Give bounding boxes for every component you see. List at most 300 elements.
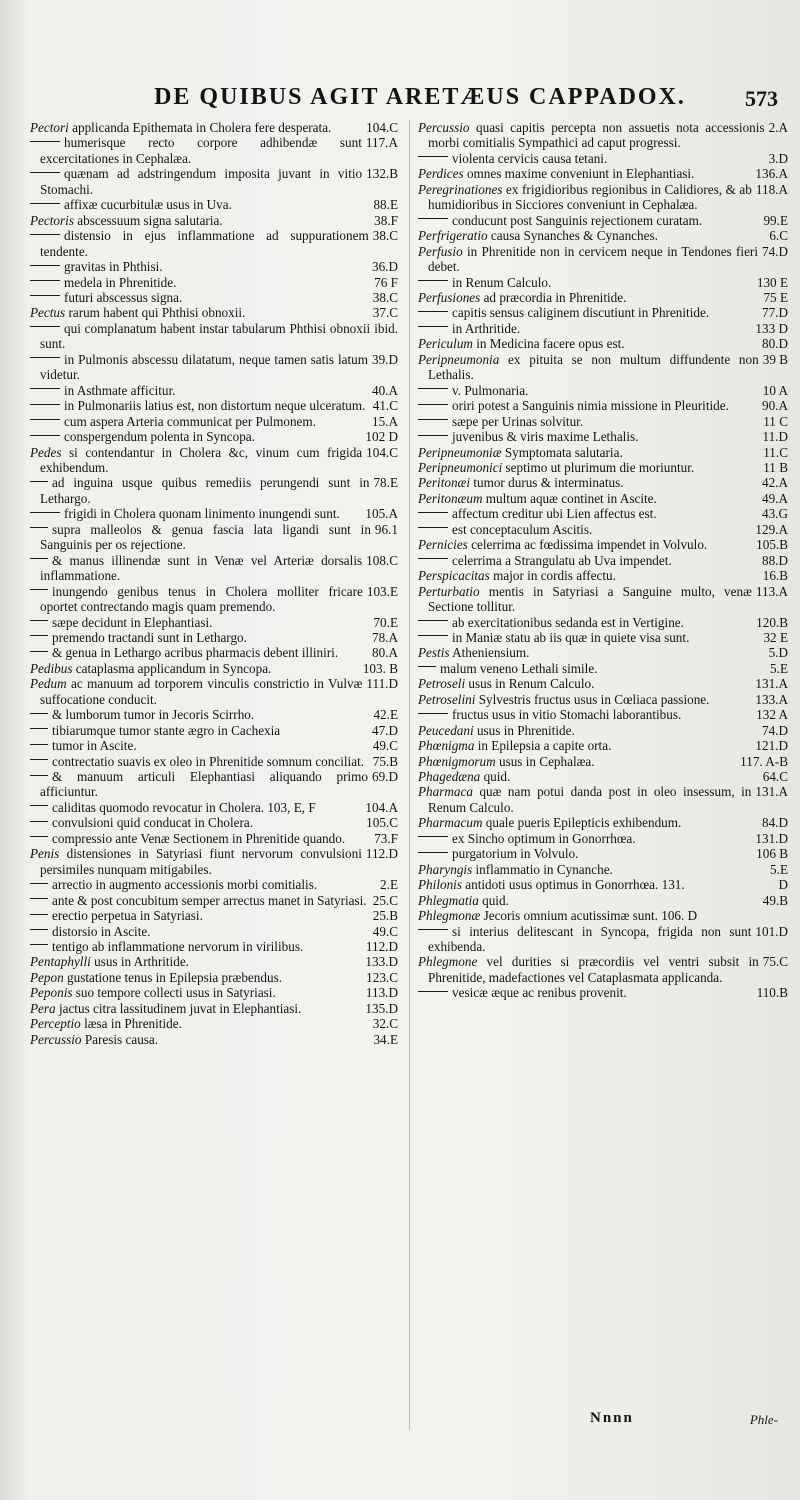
index-entry [418, 908, 788, 923]
ditto-dash [30, 172, 60, 173]
index-entry [30, 135, 398, 166]
entry-reference: 76 F [374, 274, 398, 290]
entry-reference: 5.E [770, 660, 788, 676]
ditto-dash [418, 156, 448, 157]
entry-reference: 40.A [371, 382, 398, 398]
entry-reference: 37.C [372, 305, 398, 321]
index-entry [30, 769, 398, 800]
entry-text: Paresis causa. [84, 1031, 159, 1047]
entry-text: multum aquæ continet in Ascite. [485, 490, 657, 506]
entry-text: Atheniensium. [452, 645, 530, 661]
ditto-dash [418, 311, 448, 312]
entry-text: ac manuum ad torporem vinculis constrictio in Vulvæ suffocatione conducit. [40, 676, 363, 707]
index-entry [418, 429, 788, 444]
entry-text: vel durities si præcordiis vel ventri subsit in Phrenitide, madefactiones vel Cataplasmata applicanda. [428, 954, 759, 985]
entry-text: sæpe per Urinas solvitur. [452, 413, 584, 429]
index-entry [30, 630, 398, 645]
entry-text: major in cordis affectu. [493, 568, 616, 584]
entry-reference: 113.D [365, 985, 398, 1001]
entry-text: Sylvestris fructus usus in Cœliaca passione. [478, 691, 710, 707]
entry-reference: 25.C [372, 892, 398, 908]
index-entry [30, 429, 398, 444]
ditto-dash [30, 404, 60, 405]
ditto-dash [30, 883, 48, 884]
index-entry [418, 491, 788, 506]
entry-text: frigidi in Cholera quonam linimento inungendi sunt. [64, 506, 340, 522]
entry-reference: 111.D [366, 676, 398, 692]
index-entry [418, 151, 788, 166]
index-entry [418, 398, 788, 413]
entry-reference: 105.A [365, 506, 398, 522]
entry-headword: Perfusiones [418, 289, 481, 305]
entry-text: læsa in Phrenitide. [84, 1016, 182, 1032]
entry-reference: 49.C [372, 738, 398, 754]
entry-reference: 88.E [373, 197, 398, 213]
entry-text: usus in Cephalæa. [498, 753, 595, 769]
entry-reference: 36.D [371, 259, 398, 275]
index-entry [418, 954, 788, 985]
entry-reference: 78.A [371, 629, 398, 645]
entry-reference: 133.A [755, 691, 788, 707]
entry-text: causa Synanches & Cynanches. [490, 228, 658, 244]
entry-text: usus in Arthritide. [94, 954, 189, 970]
entry-reference: 113.A [755, 583, 788, 599]
entry-reference: 80.A [371, 645, 398, 661]
entry-headword: Peponis [30, 985, 73, 1001]
index-entry [30, 522, 398, 553]
index-entry [418, 676, 788, 691]
entry-text: conspergendum polenta in Syncopa. [64, 429, 255, 445]
index-entry [30, 305, 398, 320]
entry-text: malum veneno Lethali simile. [440, 660, 598, 676]
index-entry [30, 197, 398, 212]
index-entry [418, 661, 788, 676]
entry-text: ad inguina usque quibus remediis perungendi sunt in Lethargo. [40, 475, 370, 506]
index-entry [418, 769, 788, 784]
ditto-dash [30, 836, 48, 837]
entry-headword: Perfusio [418, 243, 463, 259]
index-entry [30, 445, 398, 476]
entry-headword: Phlegmonæ [418, 908, 481, 924]
ditto-dash [30, 713, 48, 714]
entry-text: affixæ cucurbitulæ usus in Uva. [64, 197, 232, 213]
index-entry [30, 352, 398, 383]
entry-reference: 75.C [762, 954, 788, 970]
entry-reference: 38.F [374, 212, 398, 228]
index-entry [418, 645, 788, 660]
index-entry [418, 506, 788, 521]
index-entry [30, 290, 398, 305]
index-entry [418, 213, 788, 228]
entry-text: compressio ante Venæ Sectionem in Phrenitide quando. [52, 830, 346, 846]
entry-text: Jecoris omnium acutissimæ sunt. 106. D [483, 908, 698, 924]
entry-reference: 43.G [761, 506, 788, 522]
ditto-dash [30, 326, 60, 327]
ditto-dash [418, 666, 436, 667]
entry-reference: 11.D [762, 429, 788, 445]
entry-headword: Pharmacum [418, 815, 483, 831]
ditto-dash [30, 635, 48, 636]
entry-text: quid. [483, 769, 511, 785]
entry-reference: 121.D [755, 738, 788, 754]
index-entry [30, 846, 398, 877]
entry-reference: 69.D [371, 769, 398, 785]
entry-headword: Pepon [30, 969, 64, 985]
entry-text: rarum habent qui Phthisi obnoxii. [68, 305, 246, 321]
entry-text: ante & post concubitum semper arrectus manet in Satyriasi. [52, 892, 367, 908]
entry-text: suo tempore collecti usus in Satyriasi. [75, 985, 276, 1001]
entry-headword: Pentaphylli [30, 954, 91, 970]
entry-text: septimo ut plurimum die moriuntur. [505, 459, 695, 475]
entry-text: humerisque recto corpore adhibendæ sunt excercitationes in Cephalæa. [40, 135, 362, 166]
entry-reference: 88.D [761, 552, 788, 568]
entry-text: in Epilepsia a capite orta. [477, 738, 612, 754]
entry-text: conducunt post Sanguinis rejectionem curatam. [452, 212, 703, 228]
entry-reference: 42.E [373, 707, 398, 723]
entry-text: & manus illinendæ sunt in Venæ vel Arteriæ dorsalis inflammatione. [40, 552, 363, 584]
entry-text: medela in Phrenitide. [64, 274, 177, 290]
entry-reference: 118.A [755, 181, 788, 197]
entry-text: vesicæ æque ac renibus provenit. [452, 985, 627, 1001]
entry-reference: 90.A [761, 398, 788, 414]
entry-text: in Renum Calculo. [452, 274, 552, 290]
ditto-dash [418, 852, 448, 853]
entry-text: oriri potest a Sanguinis nimia missione in Pleuritide. [452, 398, 729, 414]
entry-reference: 73.F [374, 830, 398, 846]
entry-text: capitis sensus caliginem discutiunt in Phrenitide. [452, 305, 710, 321]
entry-reference: ibid. [374, 320, 398, 336]
entry-headword: Perturbatio [418, 583, 480, 599]
entry-text: abscessuum signa salutaria. [77, 212, 223, 228]
index-entry [418, 305, 788, 320]
entry-text: tumor in Ascite. [52, 738, 137, 754]
entry-text: cum aspera Arteria communicat per Pulmonem. [64, 413, 316, 429]
index-entry [30, 723, 398, 738]
index-entry [418, 815, 788, 830]
index-entry [30, 877, 398, 892]
entry-text: est conceptaculum Ascitis. [452, 521, 593, 537]
ditto-dash [30, 234, 60, 235]
index-entry [30, 924, 398, 939]
index-entry [30, 259, 398, 274]
index-entry [30, 738, 398, 753]
ditto-dash [30, 728, 48, 729]
entry-text: qui complanatum habent instar tabularum Phthisi obnoxii sunt. [40, 320, 371, 352]
ditto-dash [418, 419, 448, 420]
entry-headword: Phœnigma [418, 738, 475, 754]
entry-headword: Perceptio [30, 1016, 81, 1032]
entry-text: quasi capitis percepta non assuetis nota accessionis morbi comitialis Sympathici ad caput progressi. [428, 120, 765, 151]
index-column-right [418, 120, 788, 1440]
index-entry [418, 893, 788, 908]
entry-headword: Pedes [30, 444, 62, 460]
entry-reference: 133.D [365, 954, 398, 970]
entry-text: in Medicina facere opus est. [476, 336, 625, 352]
ditto-dash [418, 713, 448, 714]
entry-reference: 129.A [755, 521, 788, 537]
entry-text: juvenibus & viris maxime Lethalis. [452, 429, 639, 445]
entry-reference: 132 A [756, 707, 788, 723]
ditto-dash [30, 620, 48, 621]
ditto-dash [30, 357, 60, 358]
entry-reference: 105.B [756, 537, 788, 553]
entry-text: jactus citra lassitudinem juvat in Elephantiasi. [58, 1000, 302, 1016]
entry-reference: 104.A [365, 799, 398, 815]
index-entry [30, 800, 398, 815]
entry-reference: 112.D [365, 939, 398, 955]
entry-reference: 41.C [372, 398, 398, 414]
index-entry [30, 707, 398, 722]
entry-headword: Pectus [30, 305, 66, 321]
entry-reference: 101.D [755, 923, 788, 939]
entry-headword: Pharmaca [418, 784, 473, 800]
entry-reference: 120.B [756, 614, 788, 630]
entry-headword: Peritonæum [418, 490, 483, 506]
entry-reference: 11 B [763, 459, 788, 475]
entry-reference: 99.E [763, 212, 788, 228]
entry-headword: Pedum [30, 676, 67, 692]
entry-text: futuri abscessus signa. [64, 289, 183, 305]
entry-reference: 84.D [761, 815, 788, 831]
index-entry [418, 846, 788, 861]
entry-text: affectum creditur ubi Lien affectus est. [452, 506, 657, 522]
entry-reference: 105.C [366, 815, 398, 831]
entry-text: quale pueris Epilepticis exhibendum. [485, 815, 682, 831]
entry-reference: 135.D [365, 1000, 398, 1016]
entry-text: premendo tractandi sunt in Lethargo. [52, 629, 247, 645]
entry-text: in Phrenitide non in cervicem neque in Tendones fieri debet. [428, 243, 758, 275]
entry-reference: 47.D [371, 722, 398, 738]
index-entry [418, 553, 788, 568]
ditto-dash [418, 635, 448, 636]
ditto-dash [30, 295, 60, 296]
entry-headword: Perdices [418, 166, 464, 182]
entry-reference: 64.C [762, 769, 788, 785]
entry-text: celerrima a Strangulatu ab Uva impendet. [452, 552, 672, 568]
ditto-dash [30, 914, 48, 915]
index-entry [30, 398, 398, 413]
ditto-dash [30, 558, 48, 559]
entry-reference: 117.A [365, 135, 398, 151]
index-entry [30, 954, 398, 969]
entry-text: distorsio in Ascite. [52, 923, 151, 939]
index-entry [30, 676, 398, 707]
entry-headword: Phœnigmorum [418, 753, 496, 769]
entry-reference: 25.B [372, 908, 398, 924]
index-entry [418, 738, 788, 753]
index-entry [418, 475, 788, 490]
index-entry [418, 290, 788, 305]
entry-headword: Phagedæna [418, 769, 481, 785]
entry-text: arrectio in augmento accessionis morbi comitialis. [52, 877, 318, 893]
entry-text: Symptomata salutaria. [504, 444, 623, 460]
ditto-dash [30, 435, 60, 436]
entry-reference: 11 C [763, 413, 788, 429]
entry-headword: Pestis [418, 645, 450, 661]
entry-headword: Perspicacitas [418, 568, 490, 584]
entry-reference: 39 B [762, 351, 788, 367]
index-entry [30, 553, 398, 584]
index-entry [30, 584, 398, 615]
entry-text: ex Sincho optimum in Gonorrhœa. [452, 830, 636, 846]
index-entry [30, 1032, 398, 1047]
ditto-dash [30, 203, 60, 204]
ditto-dash [418, 218, 448, 219]
ditto-dash [30, 759, 48, 760]
ditto-dash [418, 326, 448, 327]
entry-text: erectio perpetua in Satyriasi. [52, 908, 203, 924]
entry-text: & lumborum tumor in Jecoris Scirrho. [52, 707, 255, 723]
entry-reference: 3.D [768, 150, 788, 166]
entry-text: fructus usus in vitio Stomachi laborantibus. [452, 707, 682, 723]
ditto-dash [30, 805, 48, 806]
entry-headword: Phlegmatia [418, 892, 479, 908]
index-entry [30, 893, 398, 908]
entry-reference: 74.D [761, 243, 788, 259]
entry-headword: Peritonæi [418, 475, 471, 491]
index-entry [418, 244, 788, 275]
index-entry [30, 166, 398, 197]
ditto-dash [30, 481, 48, 482]
entry-headword: Peregrinationes [418, 181, 503, 197]
entry-reference: 38.C [372, 289, 398, 305]
entry-text: distensiones in Satyriasi fiunt nervorum convulsioni persimiles nunquam mitigabiles. [40, 846, 362, 877]
entry-text: quænam ad adstringendum imposita juvant in vitio Stomachi. [40, 166, 363, 197]
entry-reference: 77.D [761, 305, 788, 321]
entry-headword: Peucedani [418, 722, 474, 738]
entry-reference: 103. B [362, 660, 398, 676]
index-entry [30, 120, 398, 135]
entry-reference: 75 E [763, 289, 788, 305]
index-entry [418, 568, 788, 583]
index-entry [418, 584, 788, 615]
entry-text: gravitas in Phthisi. [64, 259, 163, 275]
entry-reference: 38.C [372, 228, 398, 244]
entry-text: gustatione tenus in Epilepsia præbendus. [67, 969, 282, 985]
ditto-dash [30, 265, 60, 266]
entry-text: distensio in ejus inflammatione ad suppurationem tendente. [40, 228, 369, 259]
entry-reference: 15.A [371, 413, 398, 429]
entry-reference: 5.E [770, 861, 788, 877]
entry-reference: 11.C [763, 444, 788, 460]
entry-reference: 108.C [366, 552, 398, 568]
ditto-dash [30, 898, 48, 899]
entry-text: v. Pulmonaria. [452, 382, 529, 398]
index-entry [30, 970, 398, 985]
entry-reference: 104.C [366, 120, 398, 135]
entry-headword: Pernicies [418, 537, 468, 553]
index-entry [30, 815, 398, 830]
index-entry [418, 831, 788, 846]
index-entry [418, 414, 788, 429]
index-entry [30, 275, 398, 290]
entry-headword: Periculum [418, 336, 473, 352]
index-entry [30, 321, 398, 352]
entry-text: sæpe decidunt in Elephantiasi. [52, 614, 213, 630]
index-entry [418, 723, 788, 738]
entry-headword: Peripneumoniæ [418, 444, 502, 460]
entry-reference: 10 A [762, 382, 788, 398]
index-entry [30, 645, 398, 660]
entry-text: ad præcordia in Phrenitide. [483, 289, 627, 305]
entry-text: si contendantur in Cholera &c, vinum cum frigida exhibendum. [40, 444, 363, 475]
entry-reference: 49.A [761, 490, 788, 506]
index-entry [30, 939, 398, 954]
entry-reference: 49.B [762, 892, 788, 908]
index-entry [418, 275, 788, 290]
entry-text: ex frigidioribus regionibus in Calidiores, & ab humidioribus in Sicciores conveniunt in Cephalæa. [428, 181, 752, 213]
entry-text: in Asthmate afficitur. [64, 382, 176, 398]
entry-reference: 34.E [373, 1031, 398, 1047]
ditto-dash [30, 141, 60, 142]
ditto-dash [418, 280, 448, 281]
entry-reference: 131.A [755, 784, 788, 800]
entry-headword: Pedibus [30, 660, 73, 676]
ditto-dash [418, 512, 448, 513]
entry-text: tumor durus & interminatus. [473, 475, 624, 491]
ditto-dash [30, 527, 48, 528]
ditto-dash [418, 558, 448, 559]
entry-text: contrectatio suavis ex oleo in Phrenitide somnum conciliat. [52, 753, 365, 769]
index-entry [418, 537, 788, 552]
ditto-dash [418, 435, 448, 436]
entry-headword: Peripneumonici [418, 459, 503, 475]
entry-reference: 104.C [366, 444, 398, 460]
entry-text: ex pituita se non multum diffundente non Lethalis. [428, 351, 759, 383]
entry-text: caliditas quomodo revocatur in Cholera. 103, E, F [52, 799, 316, 815]
entry-reference: 132.B [366, 166, 398, 182]
entry-text: tentigo ab inflammatione nervorum in virilibus. [52, 939, 304, 955]
ditto-dash [30, 775, 48, 776]
index-entry [30, 985, 398, 1000]
entry-reference: 74.D [761, 722, 788, 738]
index-entry [418, 336, 788, 351]
entry-text: omnes maxime conveniunt in Elephantiasi. [466, 166, 695, 182]
index-entry [418, 321, 788, 336]
entry-text: ab exercitationibus sedanda est in Vertigine. [452, 614, 684, 630]
column-divider [409, 120, 410, 1430]
entry-reference: 80.D [761, 336, 788, 352]
ditto-dash [418, 404, 448, 405]
entry-text: inungendo genibus tenus in Cholera molliter fricare oportet contrectando magis quam premendo. [40, 583, 363, 615]
entry-text: in Arthritide. [452, 320, 521, 336]
entry-text: celerrima ac fœdissima impendet in Volvulo. [471, 537, 708, 553]
entry-text: tibiarumque tumor stante ægro in Cachexia [52, 722, 281, 738]
index-entry [30, 661, 398, 676]
index-entry [30, 213, 398, 228]
ditto-dash [30, 651, 48, 652]
index-entry [418, 460, 788, 475]
entry-reference: 102 D [365, 429, 398, 445]
index-entry [30, 475, 398, 506]
entry-text: quid. [482, 892, 509, 908]
entry-reference: 75.B [372, 753, 398, 769]
entry-headword: Pectori [30, 120, 69, 135]
entry-reference: 32.C [372, 1016, 398, 1032]
entry-text: quæ nam potui danda post in oleo insessum, in Renum Calculo. [428, 784, 752, 815]
index-entry [418, 985, 788, 1000]
entry-reference: 110.B [756, 985, 788, 1001]
entry-reference: 5.D [768, 645, 788, 661]
entry-reference: D [778, 877, 788, 893]
entry-headword: Pharyngis [418, 861, 473, 877]
catchword: Phle- [749, 1412, 778, 1427]
entry-reference: 16.B [762, 568, 788, 584]
index-entry [30, 506, 398, 521]
entry-reference: 106 B [756, 846, 788, 862]
entry-reference: 42.A [761, 475, 788, 491]
ditto-dash [30, 744, 48, 745]
